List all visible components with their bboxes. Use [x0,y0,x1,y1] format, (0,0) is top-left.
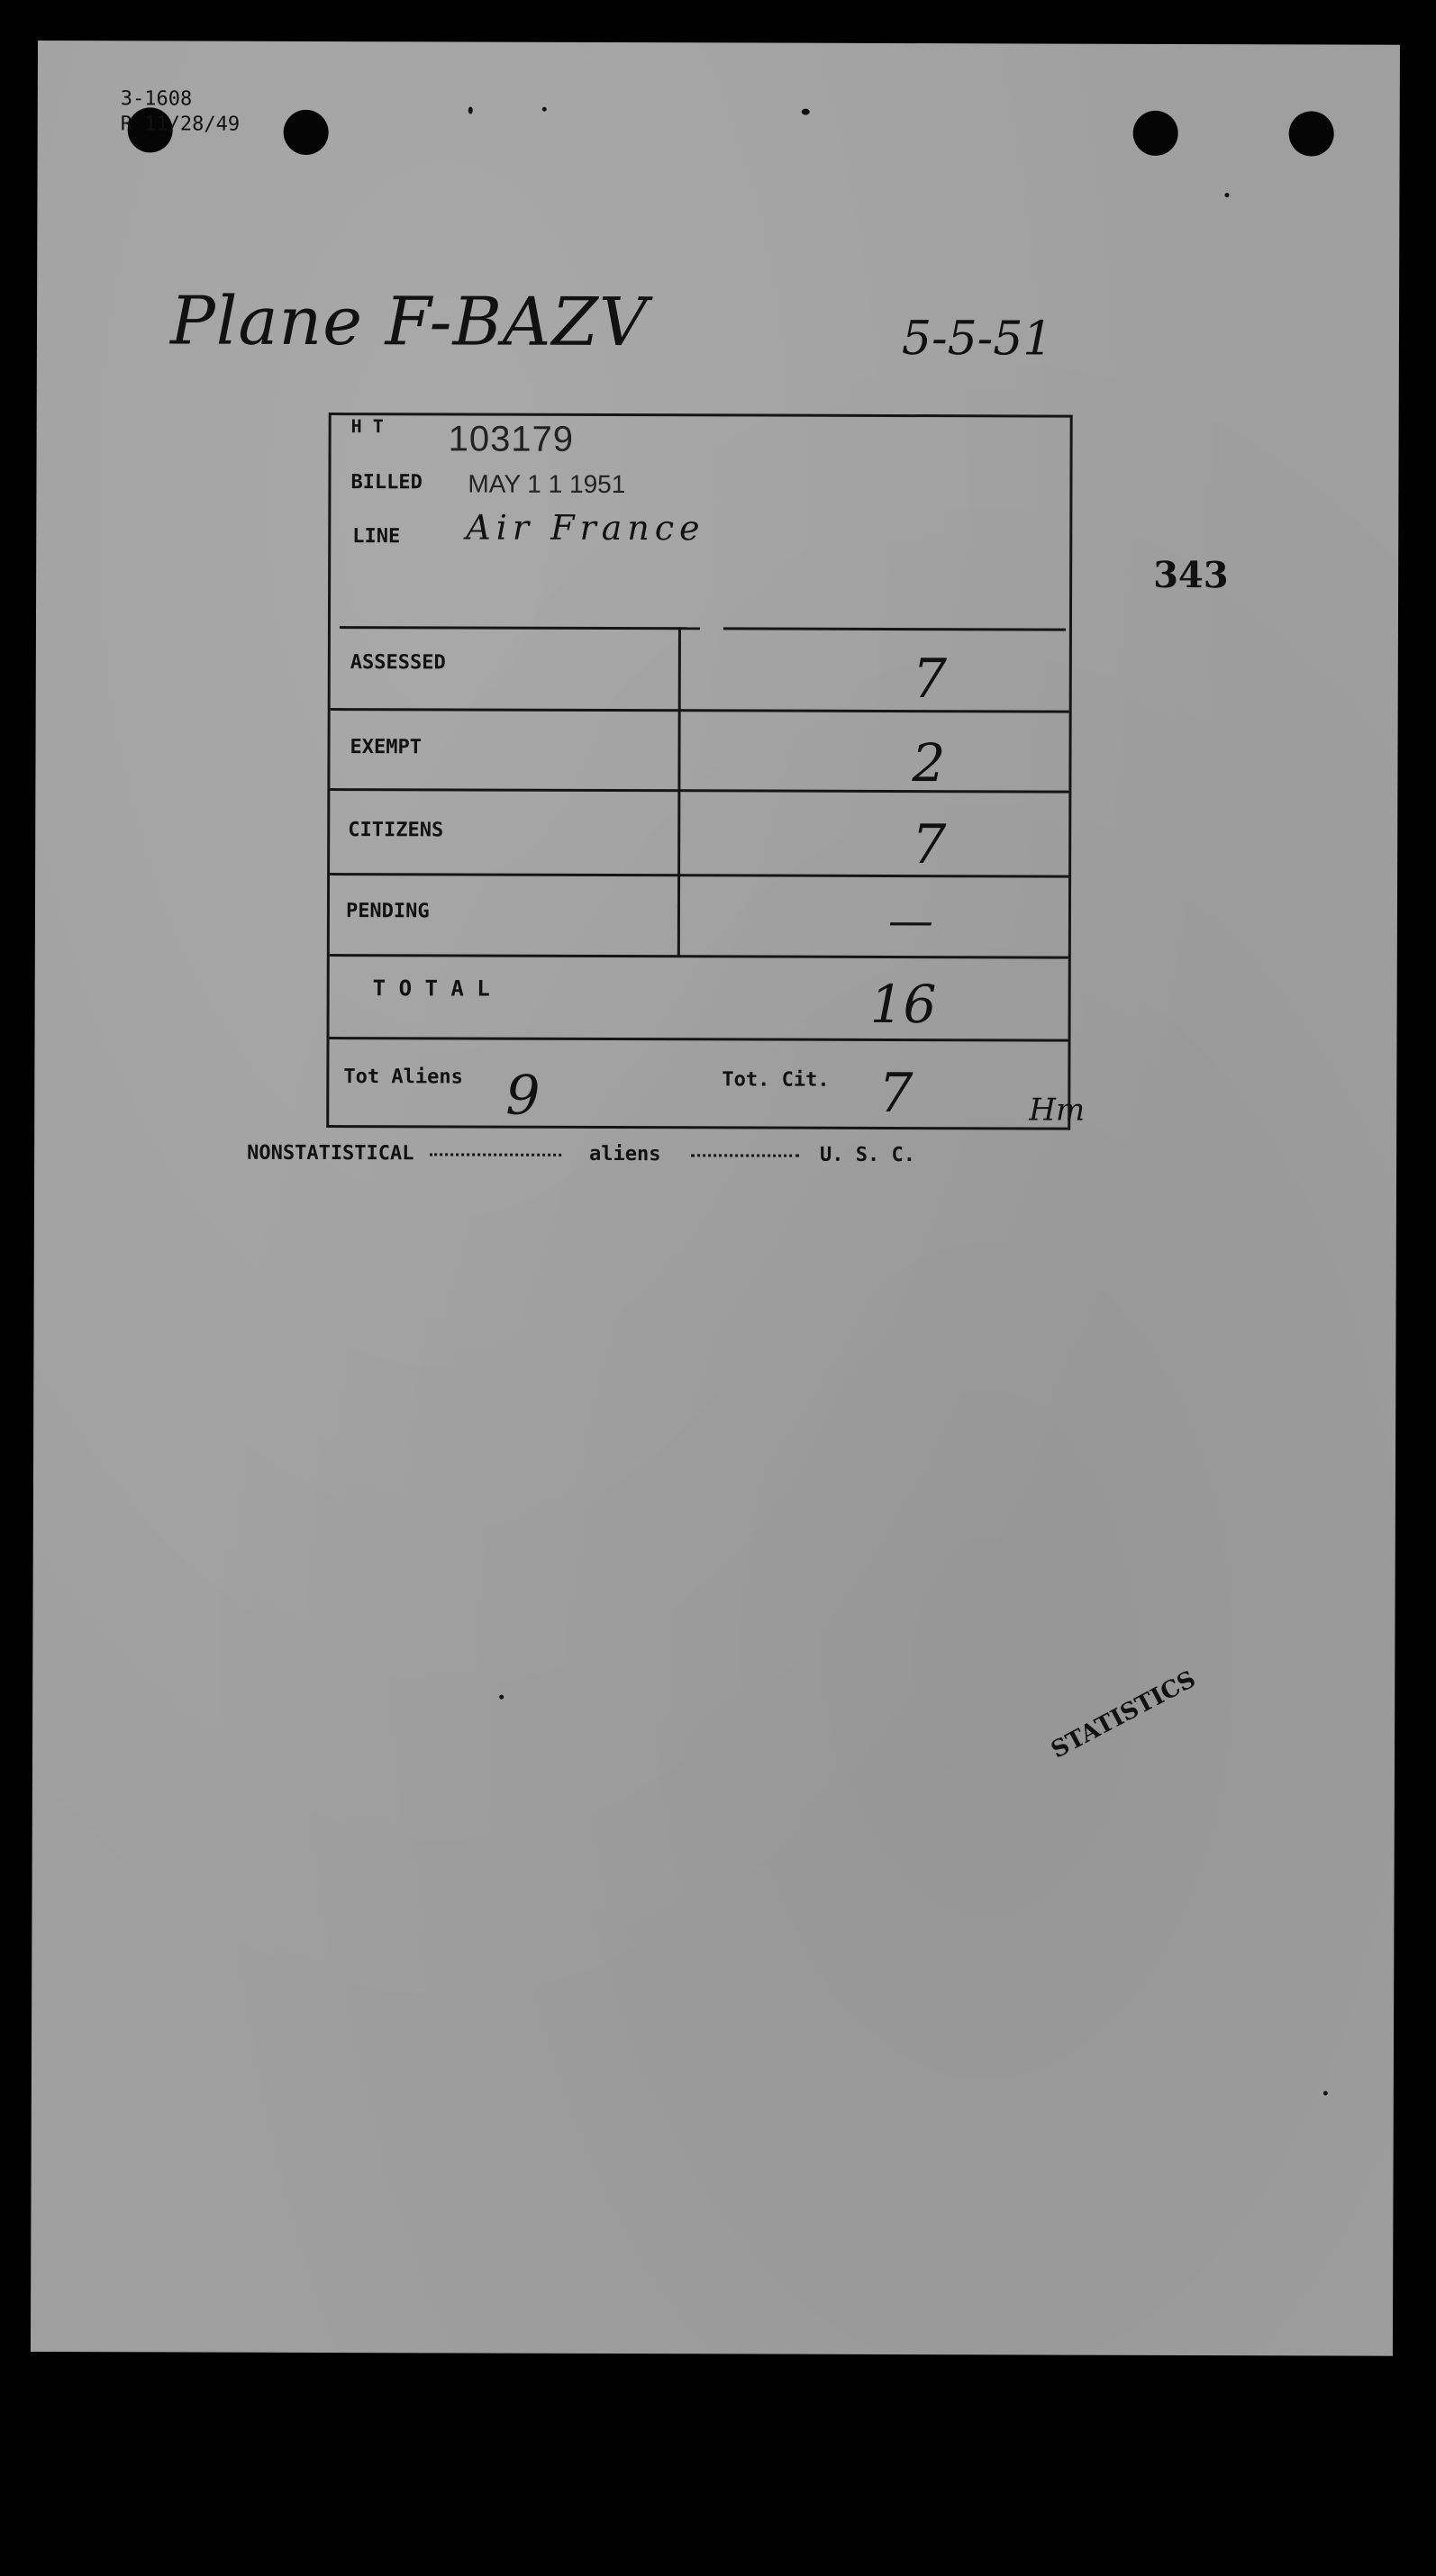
punch-hole-4 [1289,111,1334,156]
citizens-label: CITIZENS [348,819,444,842]
rule-1 [331,708,1069,713]
speck [542,107,547,112]
rule-4 [330,954,1068,959]
page-number: 343 [1153,553,1229,597]
line-label: LINE [352,525,401,549]
document-page [31,41,1400,2356]
tot-aliens-value: 9 [505,1064,541,1128]
plane-label: Plane F-BAZV [169,282,649,362]
exempt-value: 2 [912,732,946,794]
speck [802,109,810,115]
speck [499,1695,504,1700]
billed-label: BILLED [350,471,423,494]
total-value: 16 [869,973,937,1036]
line-value: Air France [466,507,705,549]
speck [468,107,473,114]
aliens-blank [691,1154,799,1156]
pending-label: PENDING [345,900,430,923]
form-number-line1: 3-1608 [120,87,193,111]
column-divider [677,627,681,957]
billed-date: MAY 1 1 1951 [468,469,626,499]
aliens-label: aliens [589,1142,661,1166]
tot-cit-label: Tot. Cit. [722,1068,830,1092]
total-label: T O T A L [372,975,490,1002]
punch-hole-2 [284,110,329,155]
pending-value: — [887,893,934,948]
speck [1224,193,1229,197]
ht-number: 103179 [448,419,575,459]
rule-2 [330,788,1068,794]
rule-top-right [723,627,1066,630]
tot-cit-value: 7 [878,1061,913,1126]
citizens-value: 7 [912,813,947,877]
rule-5 [330,1037,1068,1042]
ht-label: H T [350,415,384,438]
statistics-form [326,413,1072,1130]
punch-hole-3 [1133,111,1178,156]
statistics-stamp: STATISTICS [1046,1665,1201,1764]
nonstatistical-label: NONSTATISTICAL [247,1141,414,1166]
initials: Hm [1029,1092,1086,1129]
usc-label: U. S. C. [820,1143,916,1167]
tot-aliens-label: Tot Aliens [343,1066,463,1089]
exempt-label: EXEMPT [350,736,423,759]
rule-3 [330,873,1068,878]
nonstatistical-blank [430,1153,561,1156]
form-number-line2: R 11/28/49 [120,113,241,136]
speck [1323,2091,1328,2095]
nonstatistical-line [247,1142,915,1166]
assessed-label: ASSESSED [350,651,446,675]
rule-top-left [340,626,700,630]
assessed-value: 7 [912,648,948,712]
date-handwritten: 5-5-51 [901,312,1053,367]
